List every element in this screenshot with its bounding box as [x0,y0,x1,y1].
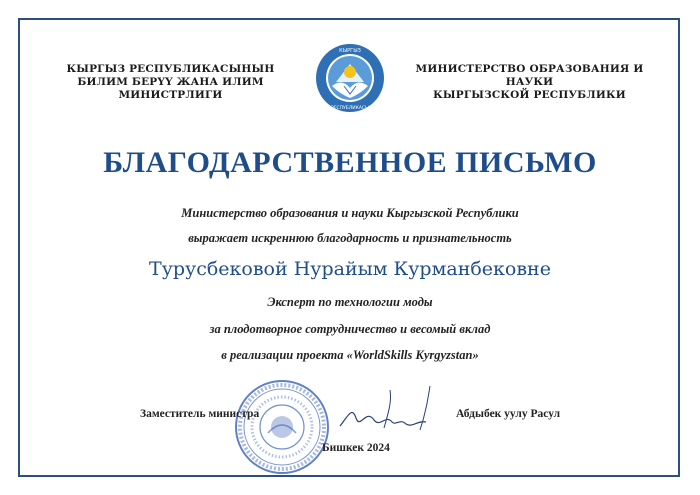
header-left-line2: БИЛИМ БЕРҮҮ ЖАНА ИЛИМ МИНИСТРЛИГИ [77,76,264,101]
body-line-1: Министерство образования и науки Кыргызской Республики [181,206,519,220]
ministry-header-kyrgyz [48,63,293,102]
body-line-3: Эксперт по технологии моды [267,295,433,309]
header-left-line1: КЫРГЫЗ РЕСПУБЛИКАСЫНЫН [66,63,275,75]
handwritten-signature [330,378,450,436]
document-title: БЛАГОДАРСТВЕННОЕ ПИСЬМО [103,146,597,179]
recipient-name: Турусбековой Нурайым Курманбековне [149,258,551,280]
official-seal-icon [232,377,332,477]
body-line-4: за плодотворное сотрудничество и весомый вклад [209,322,491,336]
city-year: Бишкек 2024 [322,442,390,454]
signatory-name: Абдыбек уулу Расул [456,408,561,420]
svg-text:РЕСПУБЛИКАСЫ: РЕСПУБЛИКАСЫ [330,106,370,111]
body-line-5: в реализации проекта «WorldSkills Kyrgyzstan» [221,348,479,362]
body-line-2: выражает искреннюю благодарность и признательность [188,231,512,245]
ministry-header-russian [397,63,662,102]
svg-text:КЫРГЫЗ: КЫРГЫЗ [339,48,361,54]
header-right-line1: МИНИСТЕРСТВО ОБРАЗОВАНИЯ И НАУКИ [415,63,644,88]
state-emblem-icon [314,42,386,114]
signatory-role: Заместитель министра [140,408,260,420]
header-right-line2: КЫРГЫЗСКОЙ РЕСПУБЛИКИ [433,89,626,101]
